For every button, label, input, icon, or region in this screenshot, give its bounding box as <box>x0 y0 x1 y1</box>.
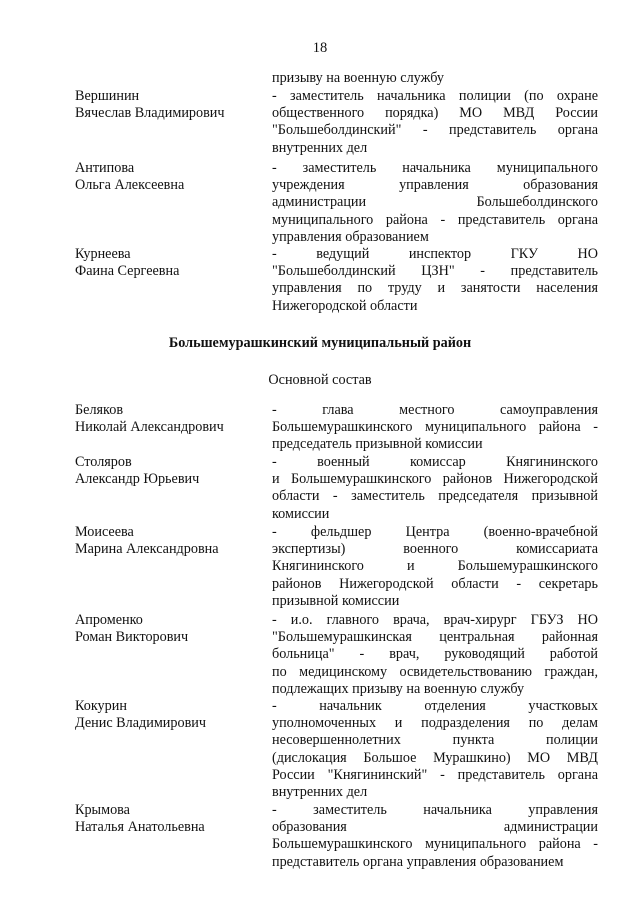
desc-line: области - заместитель председателя призывной <box>272 488 598 505</box>
member-role <box>272 246 598 315</box>
surname: Вершинин <box>75 88 140 104</box>
desc-line: Большемурашкинского муниципального района - <box>272 419 598 436</box>
desc-line: Нижегородской области <box>272 297 418 314</box>
given-names: Вячеслав Владимирович <box>75 105 225 122</box>
desc-line: и Большемурашкинского районов Нижегородской <box>272 471 598 488</box>
surname: Курнеева <box>75 246 131 262</box>
desc-line: экспертизы) военного комиссариата <box>272 541 598 558</box>
member-name <box>75 402 224 436</box>
surname: Апроменко <box>75 612 143 628</box>
given-names: Фаина Сергеевна <box>75 263 180 280</box>
desc-line: "Большеболдинский" - представитель органа <box>272 122 598 139</box>
desc-line: (дислокация Большое Мурашкино) МО МВД <box>272 749 598 766</box>
member-role <box>272 454 598 523</box>
desc-line: несовершеннолетних пункта полиции <box>272 732 598 749</box>
member-name <box>75 802 205 836</box>
desc-line: - начальник отделения участковых <box>272 698 598 714</box>
surname: Беляков <box>75 402 124 418</box>
desc-line: "Большеболдинский ЦЗН" - представитель <box>272 263 598 280</box>
desc-line: Большемурашкинского муниципального района - <box>272 836 598 853</box>
continuation-text <box>272 70 598 87</box>
given-names: Николай Александрович <box>75 419 224 436</box>
desc-line: - фельдшер Центра (военно-врачебной <box>272 524 598 540</box>
desc-line: больница" - врач, руководящий работой <box>272 646 598 663</box>
desc-line: - военный комиссар Княгининского <box>272 454 598 470</box>
surname: Кокурин <box>75 698 127 714</box>
desc-line: муниципального района - представитель органа <box>272 211 598 228</box>
desc-line: подлежащих призыву на военную службу <box>272 680 525 697</box>
desc-line: Княгининского и Большемурашкинского <box>272 558 598 575</box>
member-name <box>75 160 184 194</box>
desc-line: внутренних дел <box>272 783 368 800</box>
member-role <box>272 612 598 698</box>
section-subtitle: Основной состав <box>268 372 372 388</box>
given-names: Ольга Алексеевна <box>75 177 185 194</box>
desc-line: председатель призывной комиссии <box>272 436 483 453</box>
desc-line: администрации Большеболдинского <box>272 194 598 211</box>
desc-line: - заместитель начальника управления <box>272 802 598 818</box>
desc-line: призывной комиссии <box>272 592 400 609</box>
desc-line: - заместитель начальника полиции (по охране <box>272 88 598 104</box>
desc-line: учреждения управления образования <box>272 177 598 194</box>
member-name <box>75 698 206 732</box>
desc-line: представитель органа управления образованием <box>272 853 564 870</box>
desc-line: уполномоченных и подразделения по делам <box>272 715 598 732</box>
desc-line: общественного порядка) МО МВД России <box>272 105 598 122</box>
surname: Моисеева <box>75 524 134 540</box>
desc-line: - ведущий инспектор ГКУ НО <box>272 246 598 262</box>
member-name <box>75 246 179 280</box>
surname: Антипова <box>75 160 135 176</box>
member-name <box>75 612 188 646</box>
desc-line: управления по труду и занятости населения <box>272 280 598 297</box>
desc-line: внутренних дел <box>272 139 368 156</box>
desc-line: призыву на военную службу <box>272 70 444 86</box>
given-names: Наталья Анатольевна <box>75 819 205 836</box>
given-names: Александр Юрьевич <box>75 471 200 488</box>
desc-line: комиссии <box>272 505 330 522</box>
given-names: Марина Александровна <box>75 541 219 558</box>
member-role <box>272 698 598 801</box>
desc-line: образования администрации <box>272 819 598 836</box>
member-role <box>272 524 598 610</box>
member-role <box>272 88 598 157</box>
surname: Столяров <box>75 454 132 470</box>
section-title: Большемурашкинский муниципальный район <box>168 335 472 351</box>
member-name <box>75 524 219 558</box>
member-name <box>75 88 225 122</box>
given-names: Роман Викторович <box>75 629 189 646</box>
desc-line: районов Нижегородской области - секретарь <box>272 575 598 592</box>
given-names: Денис Владимирович <box>75 715 207 732</box>
member-role <box>272 802 598 871</box>
member-role <box>272 160 598 246</box>
member-name <box>75 454 199 488</box>
desc-line: России "Княгининский" - представитель органа <box>272 766 598 783</box>
desc-line: управления образованием <box>272 228 429 245</box>
desc-line: "Большемурашкинская центральная районная <box>272 629 598 646</box>
member-role <box>272 402 598 454</box>
desc-line: - заместитель начальника муниципального <box>272 160 598 176</box>
page-number: 18 <box>312 40 328 56</box>
desc-line: по медицинскому освидетельствованию граждан, <box>272 663 598 680</box>
desc-line: - глава местного самоуправления <box>272 402 598 418</box>
desc-line: - и.о. главного врача, врач-хирург ГБУЗ НО <box>272 612 598 628</box>
surname: Крымова <box>75 802 130 818</box>
